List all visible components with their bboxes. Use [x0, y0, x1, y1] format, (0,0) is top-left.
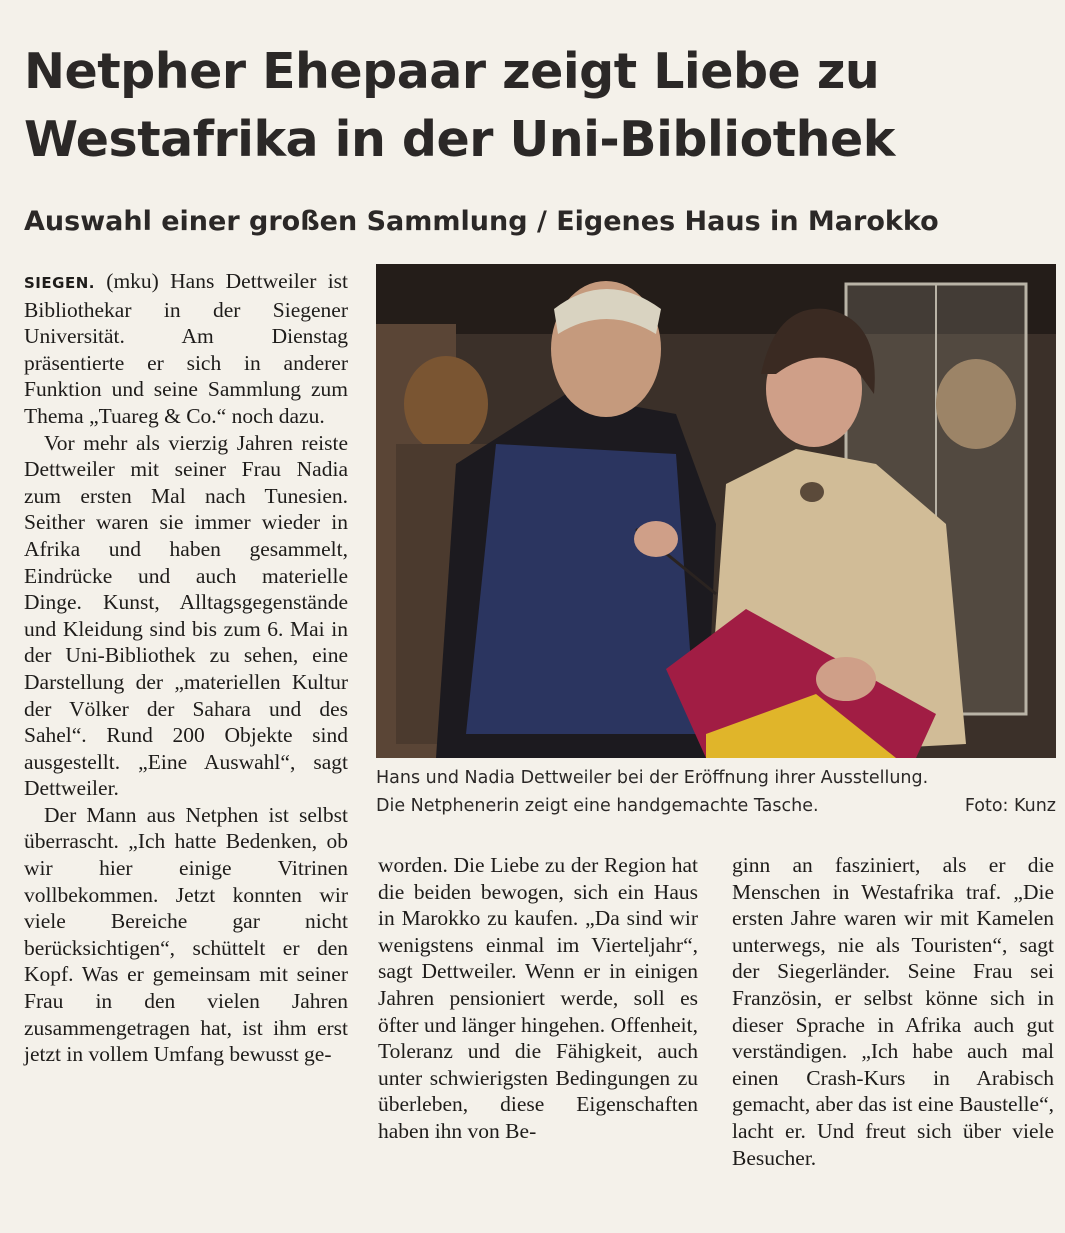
- text-column-1: [24, 268, 348, 1068]
- column-3-text: ginn an fasziniert, als er die Menschen in Westafrika traf. „Die ersten Jahre waren wir mit Kamelen unterwegs, nie als Touristen“, sagt der Siegerländer. Seine Frau sei Französin, er selbst könne sich in dieser Sprache in Afrika auch gut verständigen. „Ich habe auch mal einen Crash-Kurs in Arabisch gemacht, aber das ist eine Baustelle“, lacht er. Und freut sich über viele Besucher.: [732, 853, 1054, 1170]
- paragraph-1-text: (mku) Hans Dettweiler ist Bibliothekar in der Siegener Universität. Am Dienstag präsentierte er sich in anderer Funktion und seine Sammlung zum Thema „Tuareg & Co.“ noch dazu.: [24, 269, 349, 428]
- photo: [376, 264, 1056, 758]
- photo-illustration: [376, 264, 1056, 758]
- caption-line-2-row: [376, 792, 1056, 820]
- paragraph-3: Der Mann aus Netphen ist selbst überrascht. „Ich hatte Bedenken, ob wir hier einige Vitrinen vollbekommen. Jetzt konnten wir viele Bereiche gar nicht berücksichtigen“, schüttelt er den Kopf. Was er gemeinsam mit seiner Frau in den vielen Jahren zusammengetragen hat, ist ihm erst jetzt in vollem Umfang bewusst ge-: [24, 802, 348, 1067]
- paragraph-2: Vor mehr als vierzig Jahren reiste Dettweiler mit seiner Frau Nadia zum ersten Mal nach Tunesien. Seither waren sie immer wieder in Afrika und haben gesammelt, Eindrücke und auch materielle Dinge. Kunst, Alltagsgegenstände und Kleidung sind bis zum 6. Mai in der Uni-Bibliothek zu sehen, eine Darstellung der „materiellen Kultur der Völker der Sahara und des Sahel“. Rund 200 Objekte sind ausgestellt. „Eine Auswahl“, sagt Dettweiler.: [24, 430, 348, 801]
- caption-line-2: Die Netphenerin zeigt eine handgemachte Tasche.: [376, 796, 819, 816]
- headline-line-1: Netpher Ehepaar zeigt Liebe zu: [24, 43, 880, 100]
- text-column-2: [378, 852, 698, 1145]
- subheadline: Auswahl einer großen Sammlung / Eigenes Haus in Marokko: [24, 206, 939, 237]
- column-2-text: worden. Die Liebe zu der Region hat die beiden bewogen, sich ein Haus in Marokko zu kaufen. „Da sind wir wenigstens einmal im Vierteljahr“, sagt Dettweiler. Wenn er in einigen Jahren pensioniert werde, soll es öfter und länger hingehen. Offenheit, Toleranz und die Fähigkeit, auch unter schwierigsten Bedingungen zu überleben, diese Eigenschaften haben ihn von Be-: [378, 853, 698, 1143]
- text-column-3: [732, 852, 1054, 1171]
- headline: [24, 38, 1044, 174]
- paragraph-1: [24, 268, 348, 430]
- dateline: SIEGEN.: [24, 274, 95, 292]
- photo-credit: Foto: Kunz: [964, 796, 1056, 816]
- caption-line-1: Hans und Nadia Dettweiler bei der Eröffnung ihrer Ausstellung.: [376, 768, 929, 788]
- photo-caption: [376, 764, 1056, 820]
- headline-line-2: Westafrika in der Uni-Bibliothek: [24, 111, 895, 168]
